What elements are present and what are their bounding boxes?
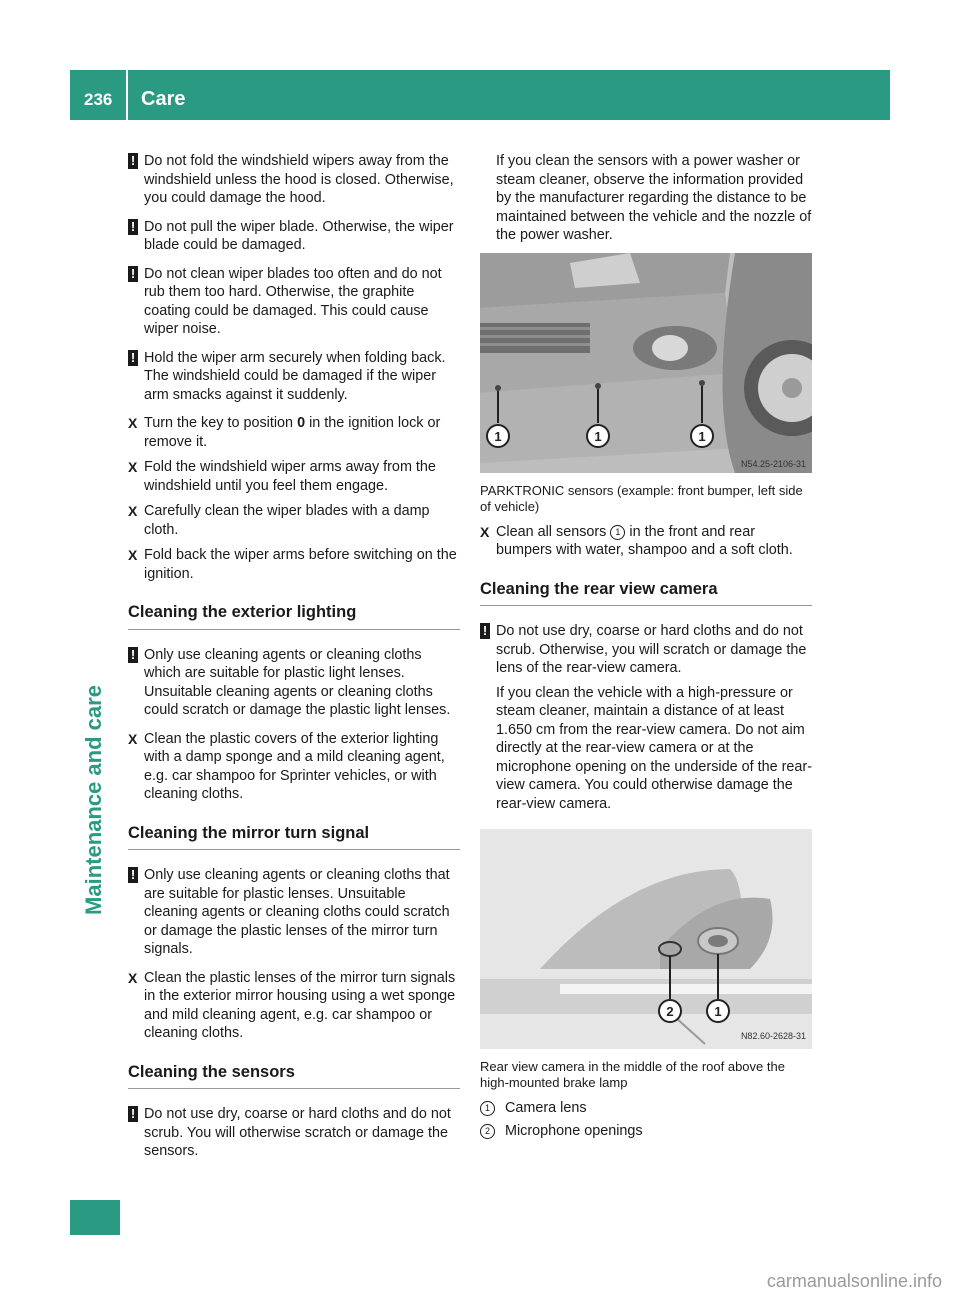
side-tab-marker bbox=[70, 1200, 120, 1235]
step-arrow-icon: X bbox=[128, 459, 138, 475]
exclamation-icon: ! bbox=[128, 1106, 138, 1122]
section-title: Care bbox=[141, 88, 186, 110]
warning-continuation: If you clean the vehicle with a high-pressure or steam cleaner, maintain a distance of at least 1.650 cm from the rear-view camera. Do not aim directly at the rear-view camera or at the microphone opening on the underside of the rear-view camera. You could otherwise damage the rear-view camera. bbox=[496, 684, 813, 812]
left-column bbox=[128, 152, 460, 1171]
step-arrow-icon: X bbox=[128, 547, 138, 563]
legend-item: 1 Camera lens bbox=[480, 1099, 812, 1118]
svg-text:1: 1 bbox=[714, 1004, 722, 1019]
step-arrow-icon: X bbox=[128, 503, 138, 519]
exclamation-icon: ! bbox=[128, 219, 138, 235]
warning-note: ! Do not use dry, coarse or hard cloths and do not scrub. Otherwise, you will scratch or damage the lens of the rear-view camera. bbox=[480, 622, 812, 678]
header-divider bbox=[126, 70, 128, 120]
parktronic-figure bbox=[480, 253, 812, 473]
exclamation-icon: ! bbox=[128, 350, 138, 366]
svg-text:1: 1 bbox=[494, 428, 502, 444]
instruction-step: X Clean the plastic covers of the exterior lighting with a damp sponge and a mild cleaning agent, e.g. car shampoo for Sprinter vehicles, or with cleaning cloths. bbox=[128, 730, 445, 802]
exclamation-icon: ! bbox=[128, 153, 138, 169]
step-arrow-icon: X bbox=[128, 969, 138, 986]
warning-note: ! Only use cleaning agents or cleaning cloths which are suitable for plastic light lenses. Unsuitable cleaning agents or cleaning cloths could scratch or damage the plastic light lenses. bbox=[128, 646, 460, 720]
instruction-step: X Fold back the wiper arms before switching on the ignition. bbox=[128, 547, 457, 582]
callout-1 bbox=[487, 425, 509, 447]
callout-2 bbox=[659, 1000, 681, 1022]
instruction-step: X Clean all sensors 1 in the front and rear bumpers with water, shampoo and a soft cloth. bbox=[480, 523, 793, 558]
figure-code: N54.25-2106-31 bbox=[740, 458, 806, 469]
section-heading: Cleaning the sensors bbox=[128, 1063, 460, 1090]
instruction-step: X Fold the windshield wiper arms away from the windshield until you feel them engage. bbox=[128, 459, 436, 494]
warning-note: ! Do not fold the windshield wipers away from the windshield unless the hood is closed. Otherwise, you could damage the hood. bbox=[128, 152, 460, 208]
step-arrow-icon: X bbox=[128, 730, 138, 747]
section-heading: Cleaning the exterior lighting bbox=[128, 603, 460, 630]
legend-item: 2 Microphone openings bbox=[480, 1122, 812, 1141]
warning-note: ! Do not use dry, coarse or hard cloths and do not scrub. You will otherwise scratch or damage the sensors. bbox=[128, 1105, 460, 1161]
warning-note: ! Do not pull the wiper blade. Otherwise, the wiper blade could be damaged. bbox=[128, 218, 460, 255]
svg-text:1: 1 bbox=[594, 428, 602, 444]
callout-1 bbox=[691, 425, 713, 447]
right-column bbox=[480, 152, 812, 1144]
instruction-step: X Carefully clean the wiper blades with a damp cloth. bbox=[128, 503, 430, 538]
warning-note: ! Hold the wiper arm securely when folding back. The windshield could be damaged if the wiper arm smacks against it suddenly. bbox=[128, 349, 460, 405]
page-number: 236 bbox=[84, 90, 113, 109]
figure-code: N82.60-2628-31 bbox=[740, 1031, 806, 1041]
figure-caption: Rear view camera in the middle of the roof above the high-mounted brake lamp bbox=[480, 1059, 785, 1090]
svg-text:1: 1 bbox=[698, 428, 706, 444]
power-washer-note: If you clean the sensors with a power washer or steam cleaner, observe the information provided by the manufacturer regarding the distance to be maintained between the vehicle and the nozzle of the power washer. bbox=[496, 153, 812, 243]
exclamation-icon: ! bbox=[128, 266, 138, 282]
exclamation-icon: ! bbox=[128, 867, 138, 883]
page-header bbox=[70, 70, 890, 120]
camera-illustration bbox=[480, 829, 812, 1049]
footer-watermark: carmanualsonline.info bbox=[766, 1271, 942, 1291]
warning-note: ! Do not clean wiper blades too often and do not rub them too hard. Otherwise, the graphite coating could be damaged. This could cause wiper noise. bbox=[128, 265, 460, 339]
exclamation-icon: ! bbox=[128, 647, 138, 663]
instruction-step: X Turn the key to position 0 in the ignition lock or remove it. bbox=[128, 415, 441, 450]
warning-note: ! Only use cleaning agents or cleaning cloths that are suitable for plastic lenses. Unsuitable cleaning agents or cleaning cloths could scratch or damage the plastic lenses of the mirror turn signals. bbox=[128, 866, 460, 959]
svg-text:2: 2 bbox=[666, 1004, 674, 1019]
side-chapter-label: Maintenance and care bbox=[81, 685, 106, 915]
section-heading: Cleaning the rear view camera bbox=[480, 580, 812, 607]
callout-1 bbox=[707, 1000, 729, 1022]
instruction-step: X Clean the plastic lenses of the mirror turn signals in the exterior mirror housing using a wet sponge and mild cleaning agent, e.g. car shampoo or cleaning cloths. bbox=[128, 969, 456, 1041]
exclamation-icon: ! bbox=[480, 623, 490, 639]
rear-camera-figure bbox=[480, 829, 812, 1049]
section-heading: Cleaning the mirror turn signal bbox=[128, 824, 460, 851]
callout-1 bbox=[587, 425, 609, 447]
step-arrow-icon: X bbox=[480, 523, 490, 540]
bumper-illustration bbox=[480, 253, 812, 473]
step-arrow-icon: X bbox=[128, 415, 138, 431]
callout-1-inline: 1 bbox=[610, 525, 625, 540]
figure-caption: PARKTRONIC sensors (example: front bumper, left side of vehicle) bbox=[480, 482, 803, 514]
